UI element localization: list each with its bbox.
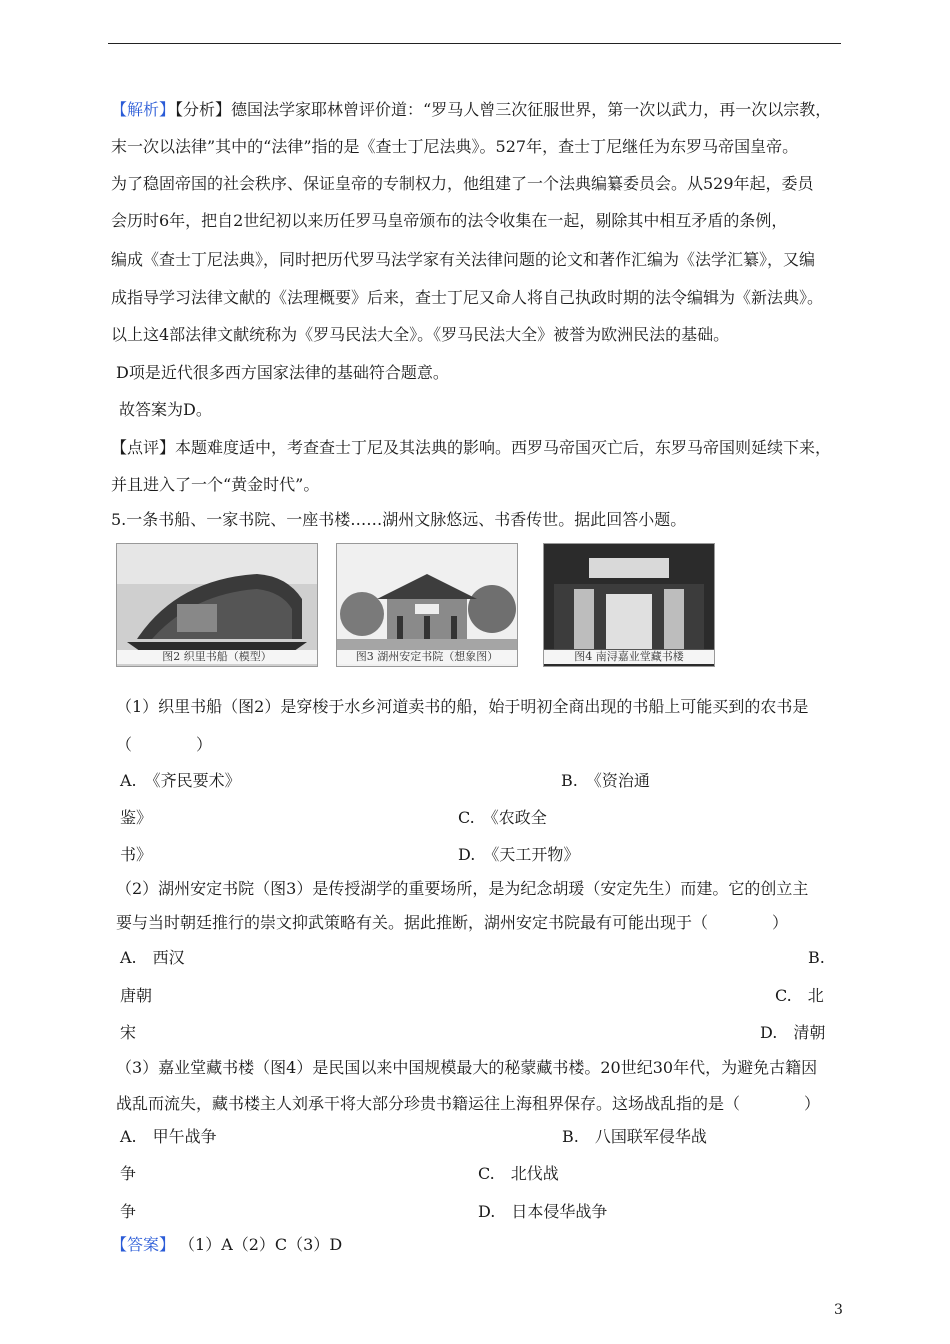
q1-option-a[interactable]: A. 《齐民要术》 — [120, 771, 241, 790]
figure-caption: 图2 织里书船（模型） — [117, 650, 317, 664]
library-hall-photo-icon — [544, 544, 714, 666]
analysis-line-9: 故答案为D。 — [119, 400, 212, 419]
figure-caption: 图4 南浔嘉业堂藏书楼 — [544, 650, 714, 664]
page-number: 3 — [834, 1302, 843, 1318]
academy-drawing-icon — [337, 544, 517, 666]
q1-stem-line-2: （ ） — [116, 735, 213, 754]
q2-option-b-cont: 唐朝 — [120, 986, 153, 1005]
q1-option-b-cont: 鉴》 — [120, 808, 153, 827]
analysis-line-5: 编成《查士丁尼法典》，同时把历代罗马法学家有关法律问题的论文和著作汇编为《法学汇纂》，又编 — [111, 250, 816, 269]
boat-model-photo-icon — [117, 544, 317, 666]
answer-line — [111, 1235, 342, 1255]
q2-option-a[interactable]: A. 西汉 — [120, 948, 185, 967]
analysis-sublabel: 【分析】 — [175, 100, 232, 119]
q1-option-c-cont: 书》 — [120, 845, 153, 864]
q2-option-b[interactable]: B. — [808, 948, 825, 967]
analysis-line-6: 成指导学习法律文献的《法理概要》后来，查士丁尼又命人将自己执政时期的法令编辑为《新法典》。 — [111, 288, 824, 307]
answer-text: （1）A（2）C（3）D — [187, 1235, 343, 1254]
q2-stem-line-2: 要与当时朝廷推行的崇文抑武策略有关。据此推断，湖州安定书院最有可能出现于（ ） — [116, 913, 789, 932]
analysis-line-3: 为了稳固帝国的社会秩序、保证皇帝的专制权力，他组建了一个法典编纂委员会。从529年起，委员 — [111, 174, 814, 193]
q1-option-d[interactable]: D. 《天工开物》 — [458, 845, 580, 864]
q3-stem-line-2: 战乱而流失，藏书楼主人刘承干将大部分珍贵书籍运往上海租界保存。这场战乱指的是（ ） — [116, 1094, 821, 1113]
figure-caption: 图3 湖州安定书院（想象图） — [337, 650, 517, 664]
q3-option-c[interactable]: C. 北伐战 — [478, 1164, 559, 1183]
q1-option-c[interactable]: C. 《农政全 — [458, 808, 547, 827]
q1-stem-line-1: （1）织里书船（图2）是穿梭于水乡河道卖书的船，始于明初全商出现的书船上可能买到的农书是 — [116, 697, 809, 716]
q2-option-c[interactable]: C. 北 — [775, 986, 824, 1005]
q2-option-c-cont: 宋 — [120, 1023, 137, 1042]
analysis-label: 【解析】 — [111, 100, 176, 119]
analysis-line-8: D项是近代很多西方国家法律的基础符合题意。 — [116, 363, 449, 382]
q3-option-b[interactable]: B. 八国联军侵华战 — [562, 1127, 707, 1146]
q2-stem-line-1: （2）湖州安定书院（图3）是传授湖学的重要场所，是为纪念胡瑗（安定先生）而建。它的创立主 — [116, 879, 809, 898]
analysis-line-2: 末一次以法律”其中的“法律”指的是《查士丁尼法典》。527年，查士丁尼继任为东罗马帝国皇帝。 — [111, 137, 799, 156]
analysis-line-4: 会历时6年，把自2世纪初以来历任罗马皇帝颁布的法令收集在一起，剔除其中相互矛盾的条例， — [111, 211, 788, 230]
q3-option-c-cont: 争 — [120, 1202, 137, 1221]
analysis-line-7: 以上这4部法律文献统称为《罗马民法大全》。《罗马民法大全》被誉为欧洲民法的基础。 — [111, 325, 730, 344]
figure-academy — [336, 543, 518, 667]
figure-library — [543, 543, 715, 667]
figure-boat-model — [116, 543, 318, 667]
comment-line-1: 【点评】本题难度适中，考查查士丁尼及其法典的影响。西罗马帝国灭亡后，东罗马帝国则延续下来， — [111, 438, 832, 457]
q3-option-a[interactable]: A. 甲午战争 — [120, 1127, 217, 1146]
q3-stem-line-1: （3）嘉业堂藏书楼（图4）是民国以来中国规模最大的秘蒙藏书楼。20世纪30年代，为避免古籍因 — [116, 1058, 818, 1077]
question5-stem: 5.一条书船、一家书院、一座书楼……湖州文脉悠远、书香传世。据此回答小题。 — [111, 510, 687, 529]
comment-label: 【点评】 — [111, 438, 176, 457]
q2-option-d[interactable]: D. 清朝 — [760, 1023, 826, 1042]
analysis-line-1: 【解析】【分析】德国法学家耶林曾评价道：“罗马人曾三次征服世界，第一次以武力，再一次以宗教， — [111, 100, 832, 119]
q3-option-b-cont: 争 — [120, 1164, 137, 1183]
comment-line-2: 并且进入了一个“黄金时代”。 — [111, 475, 320, 494]
q1-option-b[interactable]: B. 《资治通 — [561, 771, 650, 790]
q3-option-d[interactable]: D. 日本侵华战争 — [478, 1202, 608, 1221]
answer-label: 【答案】 — [111, 1235, 176, 1254]
header-rule — [108, 43, 841, 44]
